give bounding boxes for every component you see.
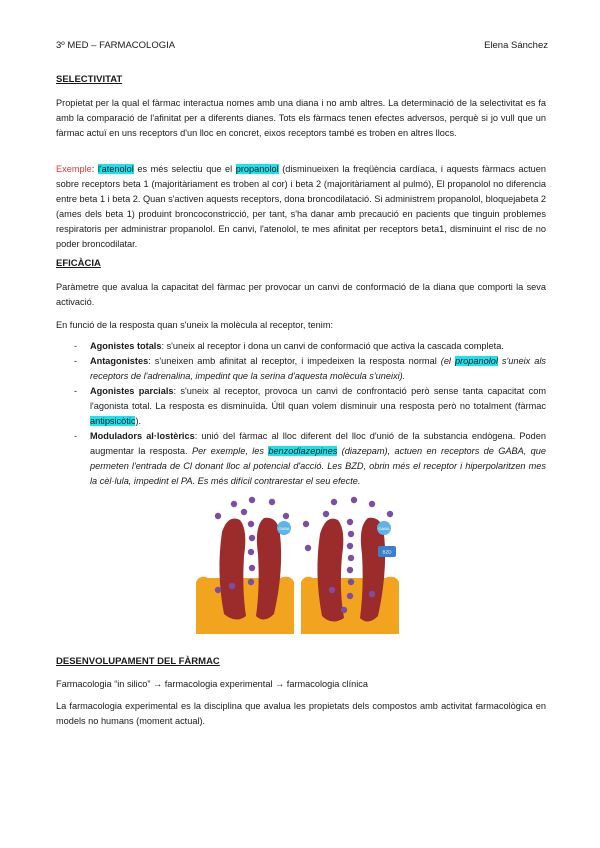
membrane-right — [301, 577, 399, 634]
section-title-desenvolupament: DESENVOLUPAMENT DEL FÀRMAC — [56, 656, 220, 667]
response-types-list — [56, 339, 546, 489]
eficacia-intro: En funció de la resposta quan s'uneix la molècula al receptor, tenim: — [56, 320, 334, 330]
list-item-moduladors: - Moduladors al·lostèrics: unió del fàrmac al lloc diferent del lloc d'unió de la substancia endògena. Poden augmentar la resposta. Per exemple, les benzodiazepines (diazepam), actuen en receptors de GABA, que permeten l'entrada de Cl donant lloc al potencial d'acció. Les BZD, obrin més el receptor i hiperpolaritzen mes la cèl·lula, impedint el PA. Es més difícil contrarestar el seu efecte. — [74, 431, 547, 486]
receptor-right-a — [317, 519, 344, 622]
desenvolupament-pipeline: Farmacologia “in silico” → farmacologia experimental → farmacologia clínica — [56, 679, 368, 689]
desc-antagonistes: : s'uneixen amb afinitat al receptor, i impedeixen la resposta normal — [148, 356, 441, 366]
list-item-agonistes-totals: - Agonistes totals: s'uneix al receptor i dona un canvi de conformació que activa la cascada completa. — [74, 341, 504, 351]
header-course: 3º MED – FARMACOLOGIA — [56, 40, 176, 51]
header-author: Elena Sánchez — [484, 40, 548, 51]
desc-moduladors-italic-b: (diazepam), actuen en receptors de GABA, que permeten l'entrada de Cl donant lloc al potencial d'acció. Les BZD, obrin més el receptor i hiperpolaritzen mes la cèl·lula, impedint el PA. Es més difícil contrarestar el seu efecte. — [90, 446, 547, 486]
gaba-label-left: GABA — [278, 526, 290, 531]
example-text-1: es més selectiu que el — [133, 164, 236, 174]
gaba-label-right: GABA — [378, 526, 390, 531]
highlight-propanolol-2: propanolol — [455, 356, 498, 366]
desc-moduladors: : unió del fàrmac al lloc diferent del lloc d'unió de la substancia endògena. Poden augmentar la resposta. — [90, 431, 546, 456]
section-title-selectivitat: SELECTIVITAT — [56, 74, 123, 85]
bzd-label: BZD — [382, 549, 392, 555]
highlight-propanolol: propanolol — [235, 164, 279, 174]
list-item-agonistes-parcials: - Agonistes parcials: s'uneix al receptor, provoca un canvi de confrontació però sense tanta capacitat com l'agonista total. La resposta es disminuïda. Útil quan volem disminuir una resposta però no totalment (fàrmac antipsicòtic). — [74, 386, 546, 426]
example-label: Exemple — [56, 164, 92, 174]
term-antagonistes: Antagonistes — [90, 356, 149, 366]
receptor-left-a — [219, 519, 246, 620]
desc-antagonistes-italic-a: (el — [440, 356, 455, 366]
desc-antagonistes-italic-b: s'uneix als receptors de l'adrenalina, impedint que la serina d'aquesta molècula s'uneixi). — [90, 356, 547, 381]
desc-agonistes-totals: : s'uneix al receptor i dona un canvi de conformació que activa la cascada completa. — [161, 341, 504, 351]
gaba-receptor-illustration — [194, 494, 401, 634]
term-agonistes-parcials: Agonistes parcials — [90, 386, 174, 396]
selectivitat-definition: Propietat per la qual el fàrmac interactua nomes amb una diana i no amb altres. La determinació de la selectivitat es fa amb la comparació de l'afinitat per a diferents dianes. Tots els fàrmacs tenen efectes adversos, perquè si jo vull que un fàrmac actuï en uns receptors d'un lloc en concret, eixos receptors també es troben en altres llocs. — [56, 98, 546, 138]
desenvolupament-definition: La farmacologia experimental es la disciplina que avalua les propietats dels compostos amb activitat farmacològica en models no humans (moment actual). — [56, 701, 546, 726]
highlight-antipsicotic: antipsicòtic — [90, 416, 136, 426]
desc-agonistes-parcials: : s'uneix al receptor, provoca un canvi de confrontació però sense tanta capacitat com l'agonista total. La resposta es disminuïda. Útil quan volem disminuir una resposta però no totalment (fàrmac — [90, 386, 546, 411]
membrane-left — [196, 577, 294, 634]
desc-moduladors-italic-a: Per exemple, les — [191, 446, 269, 456]
term-agonistes-totals: Agonistes totals — [90, 341, 162, 351]
highlight-benzodiazepines: benzodiazepines — [268, 446, 338, 456]
example-text-2: (disminueixen la freqüència cardíaca, i aquests fàrmacs actuen sobre receptors beta 1 (majoritàriament es troben al cor) i beta 2 (majoritàriament al pulmó), El propanolol no diferencia entre beta 1 i beta 2. Quan s'activen aquests receptors, dona broncodilatació. Si administrem propanolol, bloquejabeta 2 (ames dels beta 1) produint broncoconstricció, per tant, s'ha danar amb precaució en pacients que tinguin problemes respiratoris per administrar propanolol. En canvi, l'atenolol, te mes afinitat per receptors beta1, disminuint el risc de no poder broncodilatar. — [56, 164, 546, 249]
term-moduladors: Moduladors al·lostèrics — [90, 431, 195, 441]
selectivitat-example — [56, 162, 546, 252]
highlight-atenolol: l'atenolol — [97, 164, 134, 174]
desc-agonistes-parcials-end: ). — [135, 416, 142, 426]
example-colon: : — [91, 164, 98, 174]
list-item-antagonistes: - Antagonistes: s'uneixen amb afinitat al receptor, i impedeixen la resposta normal (el propanolol s'uneix als receptors de l'adrenalina, impedint que la serina d'aquesta molècula s'uneixi). — [74, 356, 547, 381]
section-title-eficacia: EFICÀCIA — [56, 258, 101, 269]
eficacia-definition: Paràmetre que avalua la capacitat del fàrmac per provocar un canvi de conformació de la diana que comporti la seva activació. — [56, 282, 546, 307]
